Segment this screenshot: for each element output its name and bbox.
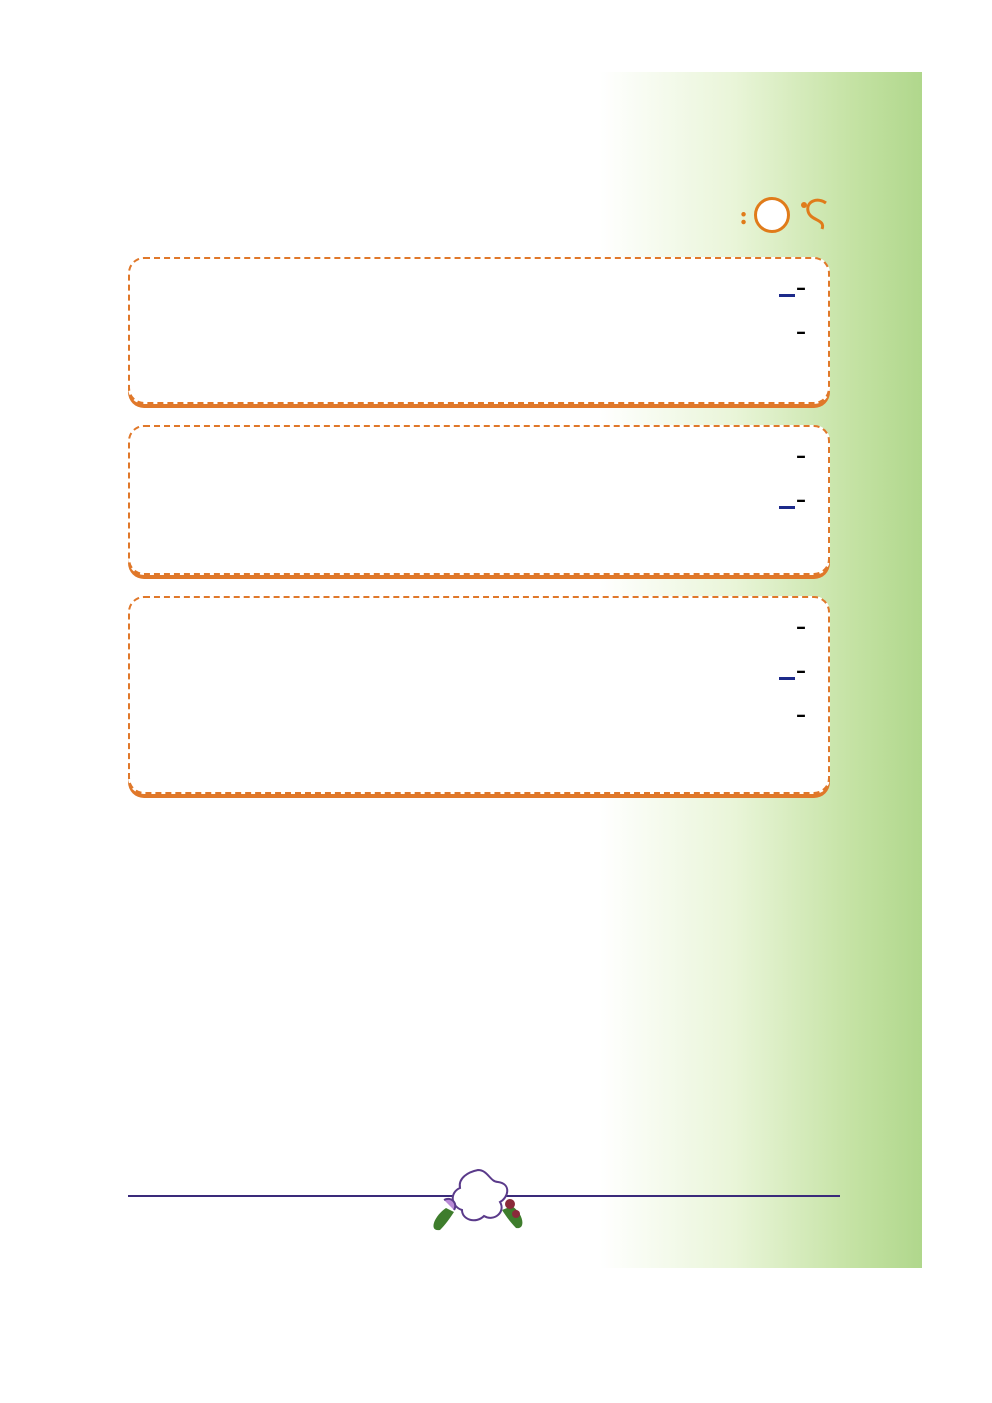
flower-ornament-icon [433,1170,522,1230]
top-dot-border [40,38,952,72]
option-item[interactable]: – [796,319,806,343]
exercise-heading [130,195,830,235]
bottom-dot-border [40,1330,952,1364]
option-item[interactable]: – [796,614,806,638]
option-item[interactable]: – [789,487,806,511]
left-dot-border [40,40,74,1360]
heading-colon: : [739,200,748,230]
question-box-3 [128,596,830,794]
option-item[interactable]: – [796,443,806,467]
question-box-2 [128,425,830,575]
flourish-icon [796,195,830,235]
option-item[interactable]: – [789,658,806,682]
exercise-number-badge [754,197,790,233]
option-item[interactable]: – [796,702,806,726]
decorative-divider [128,1160,840,1240]
right-dot-border [918,40,952,1360]
option-item[interactable]: – [789,275,806,299]
question-box-1 [128,257,830,404]
